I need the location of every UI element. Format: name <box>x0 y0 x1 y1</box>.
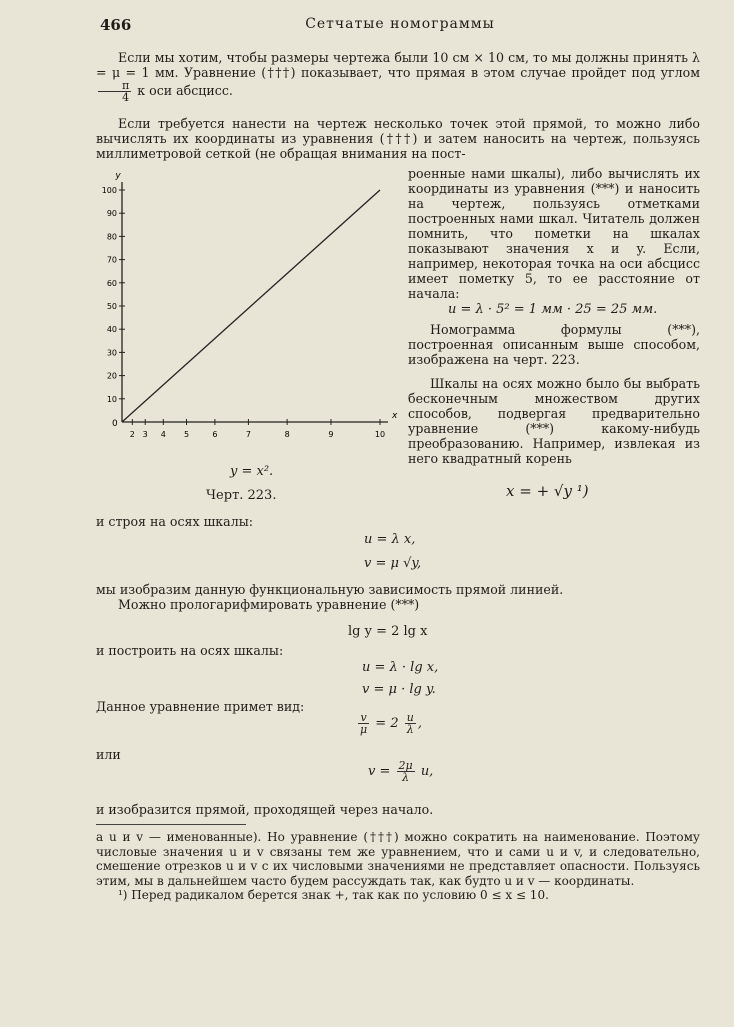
equation-system2-b: v = μ · lg y. <box>362 682 436 697</box>
paragraph-7: мы изобразим данную функциональную зависимость прямой линией. Можно прологарифмировать уравнение (***) <box>96 582 564 612</box>
x-tick-label: 2 <box>129 430 135 439</box>
x-tick-label: 10 <box>374 430 386 439</box>
equation-system1-a: u = λ x, <box>364 532 416 547</box>
angle-fraction: $\frac{\pi}{4}$ <box>98 80 131 103</box>
y-tick-label: 100 <box>101 186 117 195</box>
figure-caption: Черт. 223. <box>206 488 277 503</box>
footnote-text-1: а u и v — именованные). Но уравнение (†††) можно сократить на наименование. Поэтому числовые значения u и v связаны тем же уравнением, что и сами u и v, и следовательно, смешение отрезков u и v с их числовыми значениями не представляет опасности. Пользуясь этим, мы в дальнейшем часто будем рассуждать так, как будто u и v — координаты. <box>96 830 700 888</box>
x-tick-label: 8 <box>284 430 290 439</box>
footnote <box>96 830 700 903</box>
paragraph-9: Данное уравнение примет вид: <box>96 699 305 714</box>
x-tick-label: 6 <box>212 430 218 439</box>
footnote-text-2: ¹) Перед радикалом берется знак +, так как по условию 0 ≤ x ≤ 10. <box>118 888 549 902</box>
y-tick-label: 30 <box>106 348 117 358</box>
equation-u: u = λ · 5² = 1 мм · 25 = 25 мм. <box>448 302 658 317</box>
equation-sqrt: x = + √y ¹) <box>506 482 589 500</box>
y-tick-label: 50 <box>106 302 117 311</box>
y-axis-label: y <box>115 171 121 181</box>
y-tick-label: 70 <box>106 255 117 265</box>
y-tick-label: 40 <box>106 325 117 335</box>
x-tick-label: 3 <box>142 430 148 439</box>
y-tick-label: 20 <box>106 371 117 381</box>
running-title: Сетчатые номограммы <box>305 16 495 32</box>
equation-system2-a: u = λ · lg x, <box>362 660 439 675</box>
x-tick-label: 9 <box>328 430 334 439</box>
series-line <box>122 190 380 422</box>
x-tick-label: 5 <box>183 430 190 439</box>
footnote-rule <box>96 824 246 825</box>
paragraph-5: Шкалы на осях можно было бы выбрать бесконечным множеством других способов, подвергая предварительно уравнение (***) какому-нибудь преобразованию. Например, извлекая из него квадратный корень <box>408 376 700 466</box>
paragraph-1: Если мы хотим, чтобы размеры чертежа были 10 см × 10 см, то мы должны принять λ = μ = 1 мм. Уравнение (†††) показывает, что прямая в этом случае пройдет под углом $\frac{\pi}{4}$ к оси абсцисс. <box>96 50 700 104</box>
equation-log: lg y = 2 lg x <box>348 624 428 639</box>
paragraph-3: роенные нами шкалы), либо вычислять их координаты из уравнения (***) и наносить на чертеж, пользуясь отметками построенных нами шкал. Читатель должен помнить, что пометки на шкалах показывают значения x и y. Если, например, некоторая точка на оси абсцисс имеет пометку 5, то ее расстояние от начала: <box>408 166 700 301</box>
figure-223 <box>80 160 410 460</box>
paragraph-11: и изобразится прямой, проходящей через начало. <box>96 802 434 817</box>
function-label: y = x². <box>230 464 274 479</box>
x-tick-label: 7 <box>245 430 251 439</box>
y-tick-label: 80 <box>106 232 117 242</box>
page-header <box>100 16 700 38</box>
page-number: 466 <box>100 16 132 34</box>
equation-ratio: $\frac{v}{\mu}$ = 2 $\frac{u}{\lambda}$ , <box>360 711 422 736</box>
paragraph-2: Если требуется нанести на чертеж несколько точек этой прямой, то можно либо вычислять их координаты из уравнения (†††) и затем наносить на чертеж, пользуясь миллиметровой сеткой (не обращая внимания на пост- <box>96 116 700 161</box>
y-tick-label: 90 <box>106 209 117 219</box>
paragraph-8: и построить на осях шкалы: <box>96 643 284 658</box>
equation-final: v = $\frac{2\mu}{\lambda}$ u, <box>368 759 434 784</box>
paragraph-4: Номограмма формулы (***), построенная описанным выше способом, изображена на черт. 223. <box>408 322 700 367</box>
x-axis-label: x <box>392 411 398 421</box>
chart-area <box>102 171 398 439</box>
equation-system1-b: v = μ √y, <box>364 556 422 571</box>
y-tick-label: 10 <box>106 394 117 404</box>
y-tick-label: 60 <box>106 278 117 288</box>
x-tick-label: 4 <box>160 430 166 439</box>
paragraph-10: или <box>96 747 121 762</box>
paragraph-6: и строя на осях шкалы: <box>96 514 253 529</box>
origin-label: 0 <box>112 419 118 429</box>
